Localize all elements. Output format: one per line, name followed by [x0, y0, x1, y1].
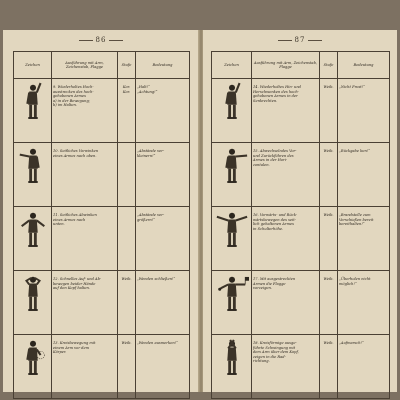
- open-book: [3, 30, 397, 392]
- signal-figure-cell: [212, 143, 252, 207]
- header-bedeutung: Bedeutung: [338, 52, 390, 79]
- signal-description: 16. Vorwärts- und Rück- wärtsbewegen des seit- lich gehaltenen Armes in Schulterhöhe.: [252, 207, 320, 271]
- signal-row: [212, 79, 390, 143]
- figure-arm-raised-icon: [215, 79, 249, 123]
- signal-meaning: „Aufmarsch!“: [338, 335, 390, 399]
- figure-arm-circle-icon: [16, 335, 50, 379]
- signal-stufe: Weib.: [320, 79, 338, 143]
- signal-row: [212, 271, 390, 335]
- signal-meaning: „Halt!“ „Achtung!“: [136, 79, 190, 143]
- signal-figure-cell: [14, 271, 52, 335]
- signal-description: 18. Kreisförmige ausge- führte Schwingung mit dem Arm über dem Kopf, zeigen in die Rad- richtung.: [252, 335, 320, 399]
- figure-arm-forward-icon: [16, 143, 50, 187]
- header-zeichen: Zeichen: [212, 52, 252, 79]
- signal-stufe: Weib.: [118, 271, 136, 335]
- figure-arms-lowered-icon: [16, 207, 50, 251]
- signal-stufe: Weib.: [320, 271, 338, 335]
- right-page-number-text: 87: [294, 36, 306, 44]
- signal-stufe: Weib.: [320, 335, 338, 399]
- signal-figure-cell: [14, 335, 52, 399]
- signal-description: 13. Kreisbewegung mit einem Arm vor dem Körper.: [52, 335, 118, 399]
- left-table-header: [14, 52, 190, 79]
- left-page: [3, 30, 199, 392]
- figure-flag-signal-icon: [215, 271, 249, 315]
- right-table-header: [212, 52, 390, 79]
- signal-meaning: „Wenden ausmerken!“: [136, 335, 190, 399]
- signal-meaning: „Abstände ver- kleinern!“: [136, 143, 190, 207]
- signal-description: 11. Seitliches Abwinken eines Armes nach unten.: [52, 207, 118, 271]
- signal-meaning: „Brandstelle zum Verschießen bereit bereithalten!“: [338, 207, 390, 271]
- signal-meaning: „Abstände ver- größern!“: [136, 207, 190, 271]
- figure-arm-side-icon: [215, 143, 249, 187]
- left-page-number: [3, 36, 199, 44]
- signal-description: 17. Mit ausgestreckten Armen die Flagge vorzeigen.: [252, 271, 320, 335]
- signal-stufe: Kor. Kor.: [118, 79, 136, 143]
- signal-figure-cell: [212, 207, 252, 271]
- signal-figure-cell: [212, 271, 252, 335]
- right-page-number: [203, 36, 397, 44]
- signal-meaning: „Wenden schließen!“: [136, 271, 190, 335]
- figure-arm-pointing-icon: [215, 207, 249, 251]
- left-signal-table: [13, 51, 190, 399]
- signal-stufe: Weib.: [320, 207, 338, 271]
- signal-figure-cell: [14, 143, 52, 207]
- signal-description: 10. Seitliches Vorwinken eines Armes nach oben.: [52, 143, 118, 207]
- signal-figure-cell: [212, 335, 252, 399]
- signal-row: [212, 143, 390, 207]
- header-bedeutung: Bedeutung: [136, 52, 190, 79]
- signal-meaning: „Rückgabe ben!“: [338, 143, 390, 207]
- signal-row: [212, 207, 390, 271]
- signal-description: 12. Schnelles Auf- und Ab- bewegen beider Hände auf den Kopf halten.: [52, 271, 118, 335]
- signal-row: [14, 335, 190, 399]
- signal-description: 15. Abwechselndes Vor- und Zurückführen des Armes in der Hori- zontalen.: [252, 143, 320, 207]
- signal-meaning: „Überholen nicht möglich!“: [338, 271, 390, 335]
- signal-description: 14. Wiederholtes Hin- und Herschwenken des hoch- gehobenen Armes in der Senkrechten.: [252, 79, 320, 143]
- signal-stufe: [118, 207, 136, 271]
- signal-figure-cell: [14, 207, 52, 271]
- signal-stufe: Weib.: [118, 335, 136, 399]
- signal-stufe: [118, 143, 136, 207]
- right-page: [203, 30, 397, 392]
- figure-arms-crossed-icon: [215, 335, 249, 379]
- signal-row: [14, 79, 190, 143]
- header-stufe: Stufe: [320, 52, 338, 79]
- header-stufe: Stufe: [118, 52, 136, 79]
- header-zeichen: Zeichen: [14, 52, 52, 79]
- signal-figure-cell: [14, 79, 52, 143]
- signal-row: [14, 271, 190, 335]
- right-signal-table: [211, 51, 390, 399]
- header-ausfuehrung: Ausführung mit Arm, Zeichenstab, Flagge: [52, 52, 118, 79]
- signal-stufe: Weib.: [320, 143, 338, 207]
- figure-arm-raised-icon: [16, 79, 50, 123]
- figure-hands-on-head-icon: [16, 271, 50, 315]
- signal-row: [212, 335, 390, 399]
- header-ausfuehrung: Ausführung mit Arm, Zeichenstab, Flagge: [252, 52, 320, 79]
- signal-description: 9. Wiederholtes Hoch- ausstrecken des hoch- gehobenen Armes a) in der Bewegung; b) im Halten.: [52, 79, 118, 143]
- left-page-number-text: 86: [95, 36, 107, 44]
- signal-row: [14, 207, 190, 271]
- signal-row: [14, 143, 190, 207]
- signal-figure-cell: [212, 79, 252, 143]
- signal-meaning: „Nicht Frost!“: [338, 79, 390, 143]
